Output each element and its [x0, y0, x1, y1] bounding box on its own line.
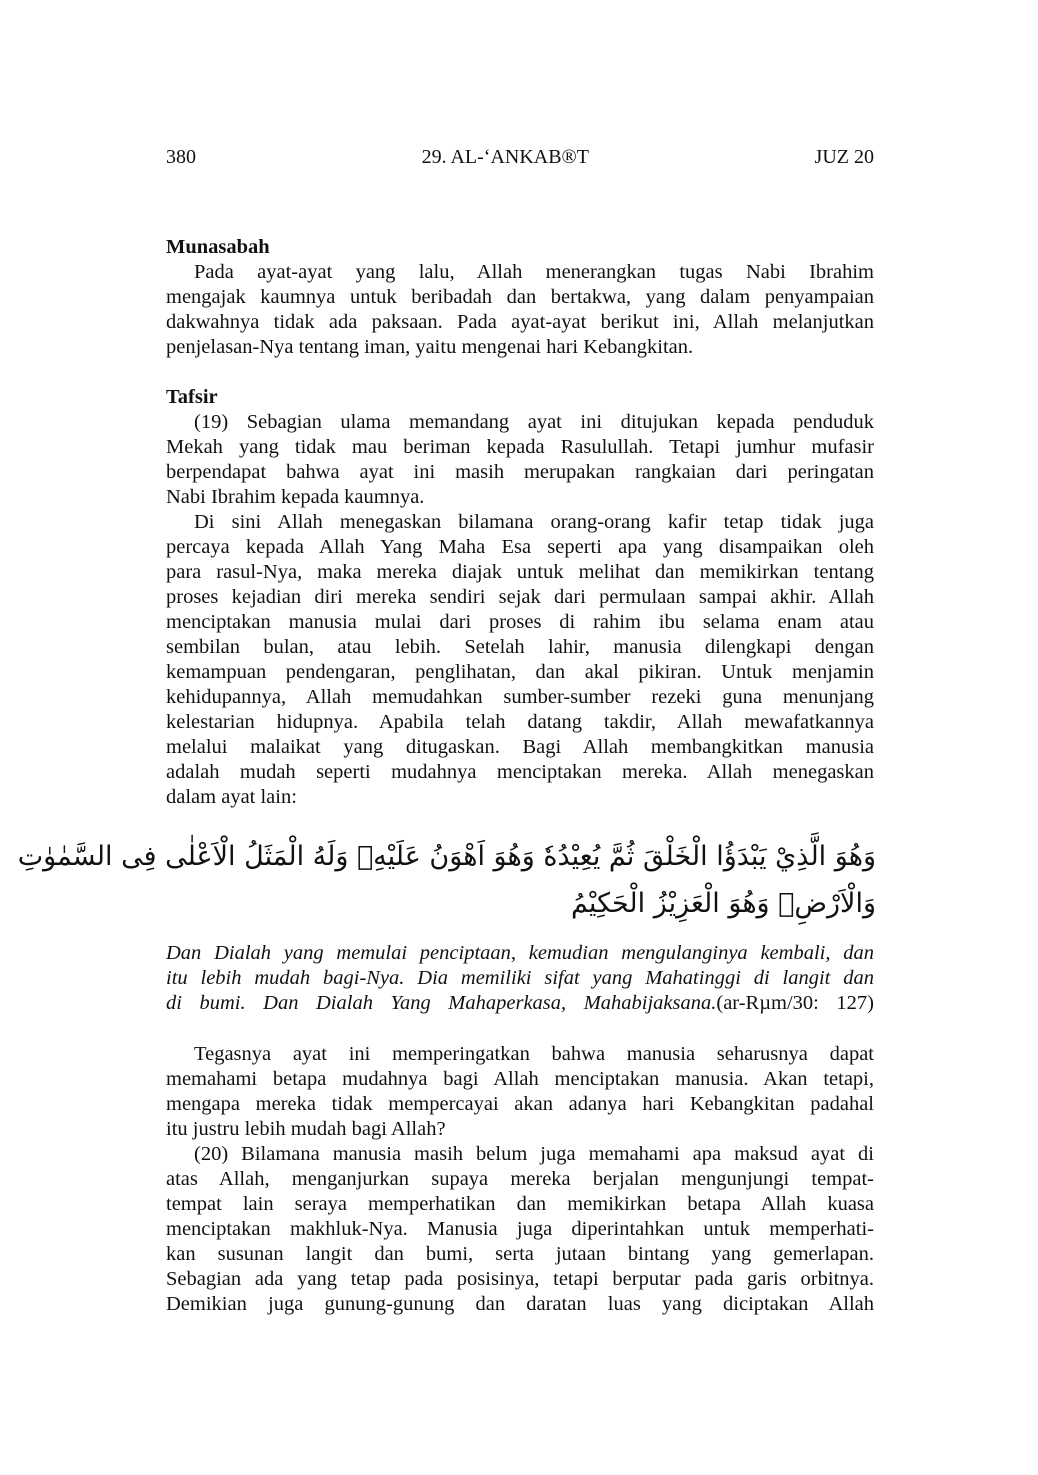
text-line: adalah mudah seperti mudahnya menciptakan mereka. Allah menegaskan — [166, 761, 874, 783]
paragraph — [166, 1042, 874, 1142]
paragraph — [166, 1142, 874, 1317]
text-line: memahami betapa mudahnya bagi Allah menciptakan manusia. Akan tetapi, — [166, 1068, 874, 1090]
text-line: sembilan bulan, atau lebih. Setelah lahir, manusia dilengkapi dengan — [166, 636, 874, 658]
translation-line: Dan Dialah yang memulai penciptaan, kemudian mengulanginya kembali, dan — [166, 942, 874, 964]
text-line: (20) Bilamana manusia masih belum juga memahami apa maksud ayat di — [194, 1143, 874, 1165]
text-line: dakwahnya tidak ada paksaan. Pada ayat-ayat berikut ini, Allah melanjutkan — [166, 311, 874, 333]
text-line: Tegasnya ayat ini memperingatkan bahwa manusia seharusnya dapat — [194, 1043, 874, 1065]
text-line: menciptakan makhluk-Nya. Manusia juga diperintahkan untuk memperhati- — [166, 1218, 874, 1240]
surah-title: 29. AL-‘ANKAB®T — [421, 146, 589, 168]
text-line: Nabi Ibrahim kepada kaumnya. — [166, 486, 425, 508]
page-number: 380 — [166, 146, 196, 168]
arabic-line: وَهُوَ الَّذِيْ يَبْدَؤُا الْخَلْقَ ثُمَّ يُعِيْدُهٗ وَهُوَ اَهْوَنُ عَلَيْهِۗ وَلَهُ الْمَثَلُ الْاَعْلٰى فِى السَّمٰوٰتِ — [17, 841, 876, 872]
paragraph — [166, 510, 874, 810]
paragraph — [166, 410, 874, 510]
text-line: mengajak kaumnya untuk beribadah dan bertakwa, yang dalam penyampaian — [166, 286, 874, 308]
arabic-line: وَالْاَرْضِۚ وَهُوَ الْعَزِيْزُ الْحَكِيْمُ — [570, 888, 876, 919]
translation-text: di bumi. Dan Dialah Yang Mahaperkasa, Mahabijaksana. — [166, 992, 717, 1014]
text-line: proses kejadian diri mereka sendiri sejak dari permulaan sampai akhir. Allah — [166, 586, 874, 608]
text-line: kehidupannya, Allah memudahkan sumber-sumber rezeki guna menunjang — [166, 686, 874, 708]
text-line: kemampuan pendengaran, penglihatan, dan akal pikiran. Untuk menjamin — [166, 661, 874, 683]
text-line: (19) Sebagian ulama memandang ayat ini ditujukan kepada penduduk — [194, 411, 874, 433]
text-line: percaya kepada Allah Yang Maha Esa seperti apa yang disampaikan oleh — [166, 536, 874, 558]
text-line: mengapa mereka tidak mempercayai akan adanya hari Kebangkitan padahal — [166, 1093, 874, 1115]
text-line: Mekah yang tidak mau beriman kepada Rasulullah. Tetapi jumhur mufasir — [166, 436, 874, 458]
text-line: kan susunan langit dan bumi, serta jutaan bintang yang gemerlapan. — [166, 1243, 874, 1265]
arabic-verse — [17, 833, 876, 927]
text-line: Sebagian ada yang tetap pada posisinya, tetapi berputar pada garis orbitnya. — [166, 1268, 874, 1290]
text-line: penjelasan-Nya tentang iman, yaitu mengenai hari Kebangkitan. — [166, 336, 694, 358]
text-line: tempat lain seraya memperhatikan dan memikirkan betapa Allah kuasa — [166, 1193, 874, 1215]
translation-line: itu lebih mudah bagi-Nya. Dia memiliki sifat yang Mahatinggi di langit dan — [166, 967, 874, 989]
running-header — [166, 144, 874, 170]
verse-translation — [166, 941, 874, 1016]
text-line: atas Allah, menganjurkan supaya mereka berjalan mengunjungi tempat- — [166, 1168, 874, 1190]
text-line: kelestarian hidupnya. Apabila telah datang takdir, Allah mewafatkannya — [166, 711, 874, 733]
section-heading: Munasabah — [166, 236, 270, 258]
text-line: menciptakan manusia mulai dari proses di rahim ibu selama enam atau — [166, 611, 874, 633]
text-line: itu justru lebih mudah bagi Allah? — [166, 1118, 446, 1140]
text-line: Demikian juga gunung-gunung dan daratan luas yang diciptakan Allah — [166, 1293, 874, 1315]
text-line: dalam ayat lain: — [166, 786, 297, 808]
citation: (ar-Rµm/30: 127) — [716, 992, 874, 1014]
text-line: berpendapat bahwa ayat ini masih merupakan rangkaian dari peringatan — [166, 461, 874, 483]
juz-label: JUZ 20 — [814, 146, 874, 168]
tafsir-section — [166, 385, 874, 810]
text-line: melalui malaikat yang ditugaskan. Bagi Allah membangkitkan manusia — [166, 736, 874, 758]
translation-line — [166, 991, 874, 1016]
section-heading: Tafsir — [166, 386, 218, 408]
paragraph — [166, 260, 874, 360]
tafsir-continued — [166, 1042, 874, 1317]
text-line: Pada ayat-ayat yang lalu, Allah menerangkan tugas Nabi Ibrahim — [194, 261, 874, 283]
text-line: para rasul-Nya, maka mereka diajak untuk melihat dan memikirkan tentang — [166, 561, 874, 583]
text-line: Di sini Allah menegaskan bilamana orang-orang kafir tetap tidak juga — [194, 511, 874, 533]
munasabah-section — [166, 235, 874, 360]
